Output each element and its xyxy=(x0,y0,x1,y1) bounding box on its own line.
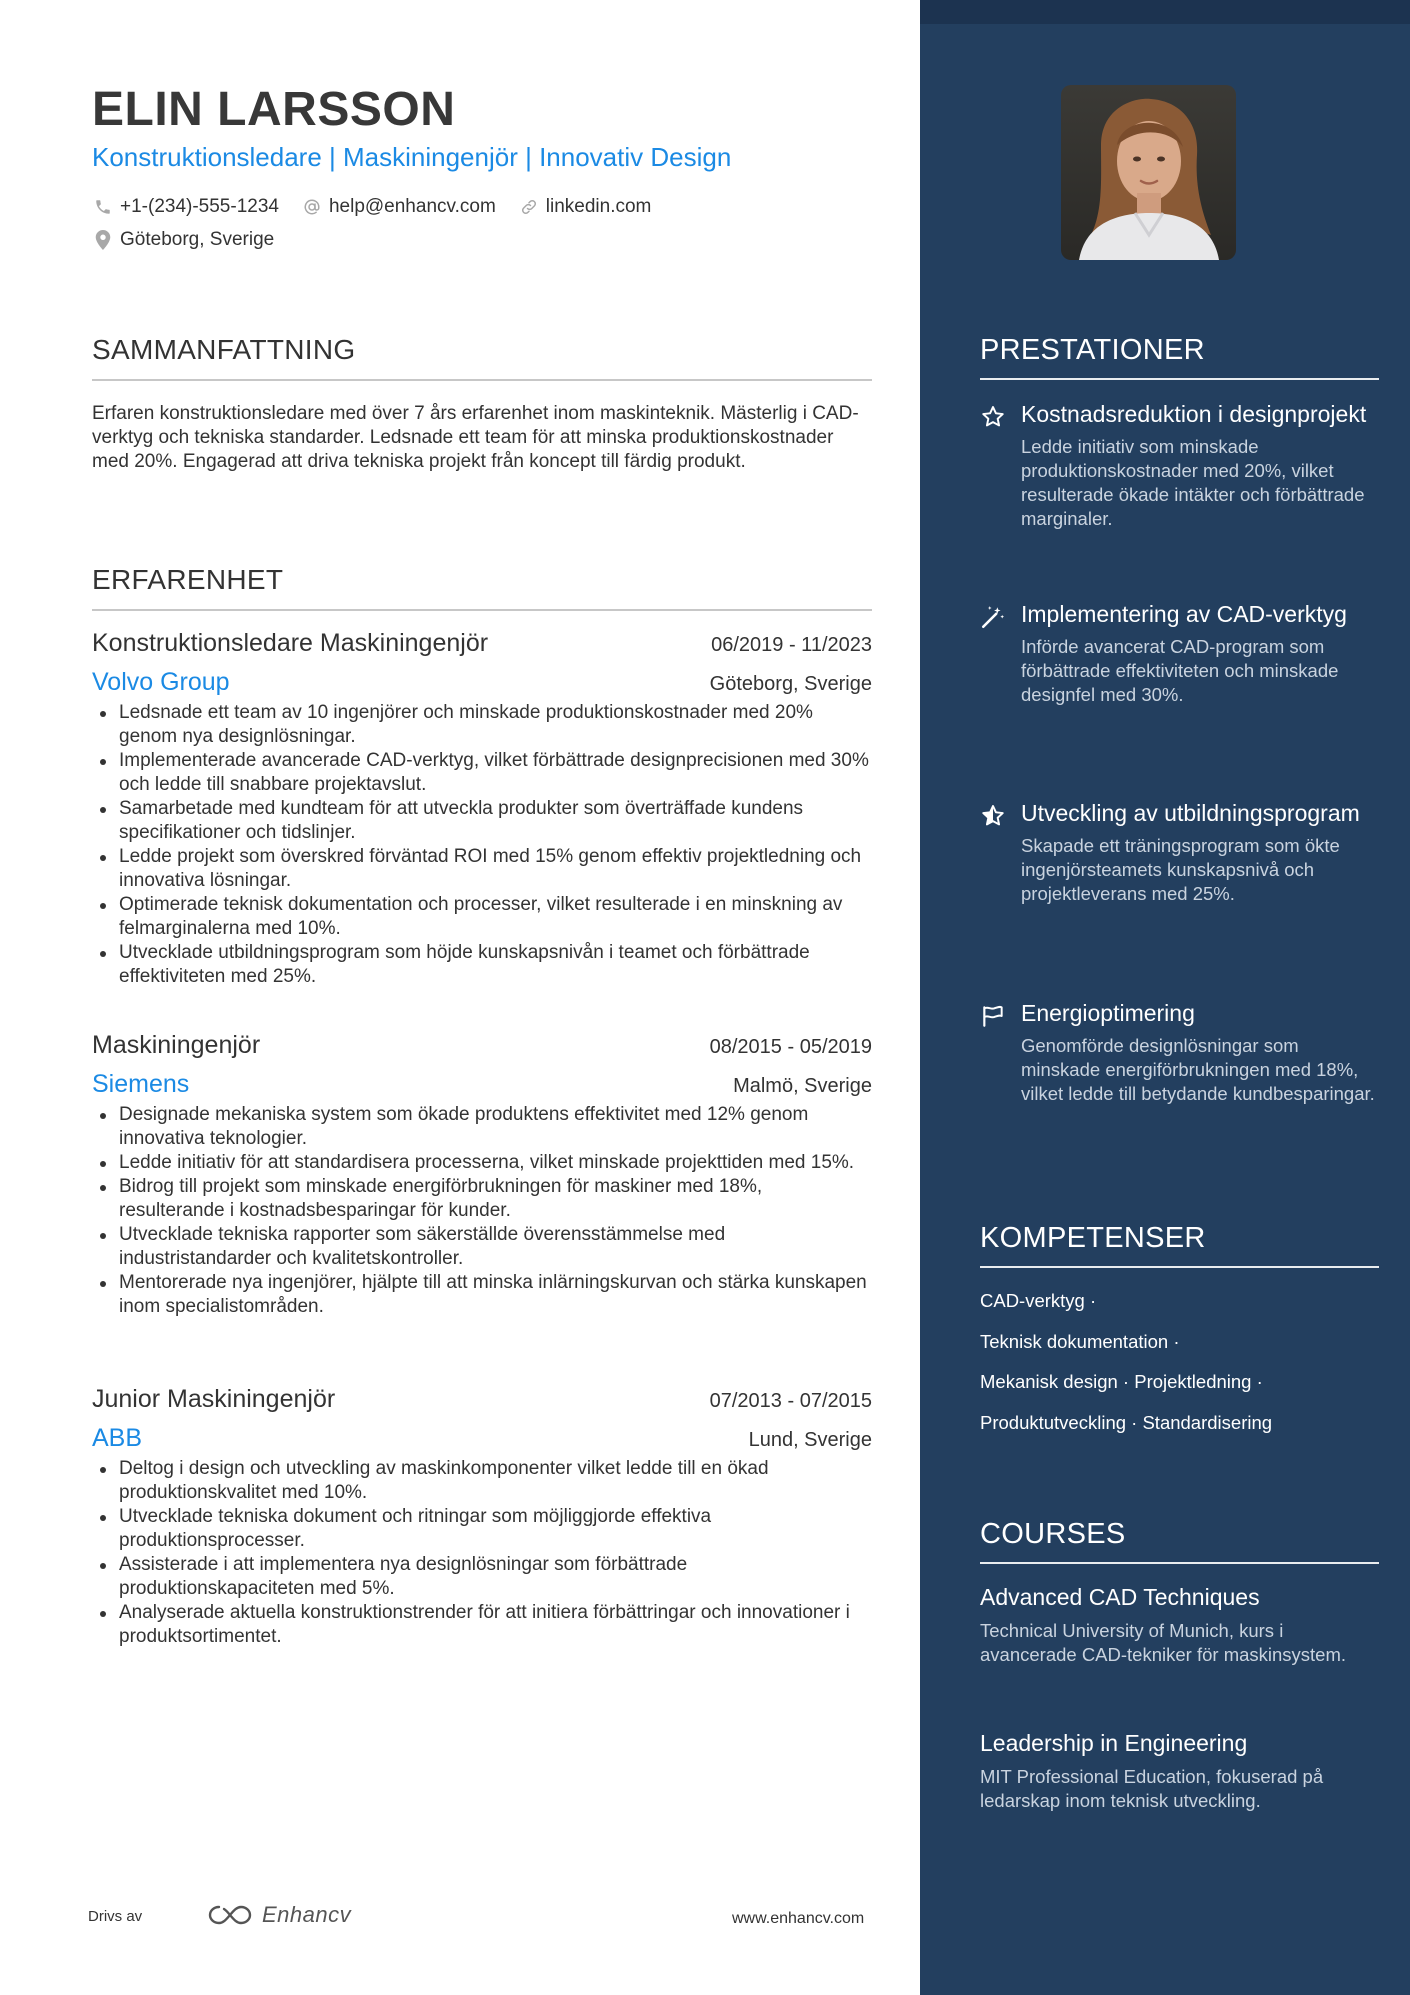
job-bullet: Utvecklade tekniska rapporter som säkerställde överensstämmelse med industristandarder och kvalitetskontroller. xyxy=(92,1223,872,1271)
skill-line: Mekanisk design · Projektledning · xyxy=(980,1371,1263,1392)
achievement-desc: Införde avancerat CAD-program som förbättrade effektiviteten och minskade designfel med 30%. xyxy=(1021,636,1339,705)
achievement-item xyxy=(980,600,1380,707)
job-bullet: Ledde initiativ för att standardisera processerna, vilket minskade projekttiden med 15%. xyxy=(92,1151,872,1175)
job-bullet: Optimerade teknisk dokumentation och processer, vilket resulterade i en minskning av felmarginalerna med 10%. xyxy=(92,893,872,941)
job-company[interactable]: Siemens xyxy=(92,1070,190,1098)
magic-wand-icon xyxy=(980,604,1006,630)
job-entry xyxy=(92,1385,872,1649)
contact-phone[interactable] xyxy=(92,196,279,218)
location-pin-icon xyxy=(92,229,114,251)
courses-divider xyxy=(980,1562,1379,1564)
job-bullet: Ledsnade ett team av 10 ingenjörer och minskade produktionskostnader med 20% genom nya designlösningar. xyxy=(92,701,872,749)
phone-icon xyxy=(92,196,114,218)
summary-heading: SAMMANFATTNING xyxy=(92,334,356,365)
job-bullet: Samarbetade med kundteam för att utveckla produkter som överträffade kundens specifikationer och tidslinjer. xyxy=(92,797,872,845)
contact-row-location xyxy=(92,229,296,251)
contact-linkedin[interactable] xyxy=(518,196,652,218)
powered-by-label: Drivs av xyxy=(88,1908,143,1925)
achievements-divider xyxy=(980,378,1379,380)
experience-divider xyxy=(92,609,872,611)
candidate-name: ELIN LARSSON xyxy=(92,83,456,136)
achievement-item xyxy=(980,799,1380,906)
candidate-tagline: Konstruktionsledare | Maskiningenjör | Innovativ Design xyxy=(92,142,732,172)
achievement-title: Utveckling av utbildningsprogram xyxy=(1021,800,1360,826)
job-title: Junior Maskiningenjör xyxy=(92,1385,336,1413)
course-item xyxy=(980,1730,1380,1813)
job-bullet: Bidrog till projekt som minskade energiförbrukningen för maskiner med 18%, resulterande i kostnadsbesparingar för kunder. xyxy=(92,1175,872,1223)
link-icon xyxy=(518,196,540,218)
job-dates: 07/2013 - 07/2015 xyxy=(709,1390,872,1412)
job-title: Maskiningenjör xyxy=(92,1031,261,1059)
achievement-desc: Ledde initiativ som minskade produktionskostnader med 20%, vilket resulterade ökade intäkter och förbättrade marginaler. xyxy=(1021,436,1365,529)
job-bullet: Deltog i design och utveckling av maskinkomponenter vilket ledde till en ökad produktionskvalitet med 10%. xyxy=(92,1457,872,1505)
contact-location xyxy=(92,229,274,251)
course-title: Advanced CAD Techniques xyxy=(980,1584,1260,1610)
job-bullet: Implementerade avancerade CAD-verktyg, vilket förbättrade designprecisionen med 30% och ledde till snabbare projektavslut. xyxy=(92,749,872,797)
skill-line: Teknisk dokumentation · xyxy=(980,1331,1180,1352)
job-location: Göteborg, Sverige xyxy=(709,673,872,695)
achievement-title: Kostnadsreduktion i designprojekt xyxy=(1021,401,1367,427)
job-bullet: Ledde projekt som överskred förväntad ROI med 15% genom effektiv projektledning och innovativa lösningar. xyxy=(92,845,872,893)
course-desc: Technical University of Munich, kurs i avancerade CAD-tekniker för maskinsystem. xyxy=(980,1620,1347,1665)
flag-icon xyxy=(980,1003,1006,1029)
location-text: Göteborg, Sverige xyxy=(120,229,275,250)
at-icon xyxy=(301,196,323,218)
job-bullet: Designade mekaniska system som ökade produktens effektivitet med 12% genom innovativa teknologier. xyxy=(92,1103,872,1151)
summary-text: Erfaren konstruktionsledare med över 7 års erfarenhet inom maskinteknik. Mästerlig i CAD-verktyg och tekniska standarder. Ledsnade ett team för att minska produktionskostnader med 20%. Engagerad att driva tekniska projekt från koncept till färdig produkt. xyxy=(92,403,859,472)
contact-email[interactable] xyxy=(301,196,496,218)
job-entry xyxy=(92,629,872,989)
email-text: help@enhancv.com xyxy=(328,196,496,217)
job-bullets xyxy=(92,1457,872,1649)
footer-url[interactable]: www.enhancv.com xyxy=(732,1910,865,1927)
job-dates: 06/2019 - 11/2023 xyxy=(711,634,872,656)
skill-line: CAD-verktyg · xyxy=(980,1290,1097,1311)
enhancv-logo[interactable] xyxy=(206,1902,351,1928)
brand-name: Enhancv xyxy=(262,1902,352,1927)
course-title: Leadership in Engineering xyxy=(980,1730,1248,1756)
phone-text: +1-(234)-555-1234 xyxy=(120,196,279,217)
job-company[interactable]: ABB xyxy=(92,1424,143,1452)
contact-row xyxy=(92,196,673,218)
course-desc: MIT Professional Education, fokuserad på ledarskap inom teknisk utveckling. xyxy=(980,1766,1324,1811)
summary-divider xyxy=(92,379,872,381)
course-item xyxy=(980,1584,1380,1667)
achievement-desc: Genomförde designlösningar som minskade energiförbrukningen med 18%, vilket ledde till betydande kundbesparingar. xyxy=(1021,1035,1375,1104)
infinity-logo-icon xyxy=(206,1903,254,1927)
job-company[interactable]: Volvo Group xyxy=(92,668,230,696)
job-dates: 08/2015 - 05/2019 xyxy=(709,1036,872,1058)
courses-heading: COURSES xyxy=(980,1518,1126,1550)
sidebar xyxy=(920,0,1410,1995)
job-bullet: Analyserade aktuella konstruktionstrender för att initiera förbättringar och innovationer i produktsortimentet. xyxy=(92,1601,872,1649)
achievement-title: Energioptimering xyxy=(1021,1000,1195,1026)
achievement-item xyxy=(980,400,1380,531)
job-title: Konstruktionsledare Maskiningenjör xyxy=(92,629,489,657)
job-location: Malmö, Sverige xyxy=(733,1075,872,1097)
job-entry xyxy=(92,1031,872,1319)
job-bullets xyxy=(92,1103,872,1319)
job-bullet: Utvecklade tekniska dokument och ritningar som möjliggjorde effektiva produktionsprocesser. xyxy=(92,1505,872,1553)
job-bullet: Utvecklade utbildningsprogram som höjde kunskapsnivån i teamet och förbättrade effektiviteten med 25%. xyxy=(92,941,872,989)
sidebar-top-bar xyxy=(920,0,1410,24)
star-outline-icon xyxy=(980,404,1006,430)
linkedin-text: linkedin.com xyxy=(545,196,652,217)
experience-heading: ERFARENHET xyxy=(92,564,284,595)
skills-divider xyxy=(980,1266,1379,1268)
job-location: Lund, Sverige xyxy=(748,1429,872,1451)
job-bullet: Mentorerade nya ingenjörer, hjälpte till att minska inlärningskurvan och stärka kunskapen inom specialistområden. xyxy=(92,1271,872,1319)
job-bullet: Assisterade i att implementera nya designlösningar som förbättrade produktionskapaciteten med 5%. xyxy=(92,1553,872,1601)
achievement-title: Implementering av CAD-verktyg xyxy=(1021,601,1347,627)
achievements-heading: PRESTATIONER xyxy=(980,334,1205,366)
achievement-item xyxy=(980,999,1380,1106)
profile-photo xyxy=(1061,85,1236,260)
skills-heading: KOMPETENSER xyxy=(980,1222,1206,1254)
job-bullets xyxy=(92,701,872,989)
achievement-desc: Skapade ett träningsprogram som ökte ingenjörsteamets kunskapsnivå och projektleverans med 25%. xyxy=(1021,835,1340,904)
skill-line: Produktutveckling · Standardisering xyxy=(980,1412,1273,1433)
half-star-icon xyxy=(980,803,1006,829)
